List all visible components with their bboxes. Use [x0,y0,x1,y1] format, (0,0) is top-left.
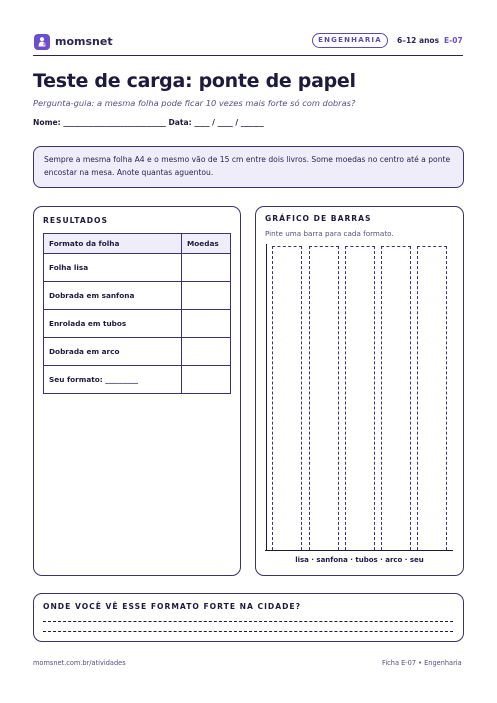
table-row [44,366,231,394]
answer-line[interactable] [43,621,453,622]
answer-line[interactable] [43,631,453,632]
page-title: Teste de carga: ponte de papel [33,70,356,92]
brand-name: momsnet [55,35,113,48]
coins-entry-cell[interactable] [182,366,231,394]
table-row [44,310,231,338]
results-title: RESULTADOS [43,216,108,225]
bar-slot-sanfona[interactable] [309,246,339,550]
coins-entry-cell[interactable] [182,338,231,366]
chart-category-labels: lisa · sanfona · tubos · arco · seu [295,556,424,564]
bar-slot-seu[interactable] [417,246,447,550]
guide-question: Pergunta-guia: a mesma folha pode ficar 10 vezes mais forte só com dobras? [33,98,356,108]
footer-url: momsnet.com.br/atividades [33,659,126,667]
row-format-label: Dobrada em arco [44,338,182,366]
row-format-label: Folha lisa [44,254,182,282]
header-divider [33,55,463,56]
chart-y-axis [266,244,267,550]
bar-slot-lisa[interactable] [272,246,302,550]
bar-chart-title: GRÁFICO DE BARRAS [265,214,372,223]
coins-entry-cell[interactable] [182,282,231,310]
chart-x-axis [265,550,453,551]
footer-sheet-info: Ficha E-07 • Engenharia [382,659,462,667]
row-format-label: Enrolada em tubos [44,310,182,338]
coins-entry-cell[interactable] [182,254,231,282]
city-question-title: ONDE VOCÊ VÊ ESSE FORMATO FORTE NA CIDADE? [43,602,301,611]
table-row [44,338,231,366]
coins-entry-cell[interactable] [182,310,231,338]
brand-logo-icon [34,34,50,50]
table-row [44,282,231,310]
bar-slot-arco[interactable] [381,246,411,550]
age-range: 6–12 anos [397,36,440,45]
bar-slot-tubos[interactable] [345,246,375,550]
table-row [44,254,231,282]
row-format-label: Seu formato: _________ [44,366,182,394]
column-header-coins: Moedas [182,234,231,254]
city-question-panel [33,593,464,642]
subject-tag: ENGENHARIA [312,33,388,48]
results-table [43,233,231,394]
sheet-code: E-07 [444,36,463,45]
instructions-box: Sempre a mesma folha A4 e o mesmo vão de 15 cm entre dois livros. Some moedas no centro até a ponte encostar na mesa. Anote quantas aguentou. [33,146,464,188]
row-format-label: Dobrada em sanfona [44,282,182,310]
table-header-row [44,234,231,254]
bar-chart-instruction: Pinte uma barra para cada formato. [265,229,394,238]
name-date-line[interactable]: Nome: ___________________________ Data: ____ / ____ / ______ [33,118,264,127]
column-header-format: Formato da folha [44,234,182,254]
